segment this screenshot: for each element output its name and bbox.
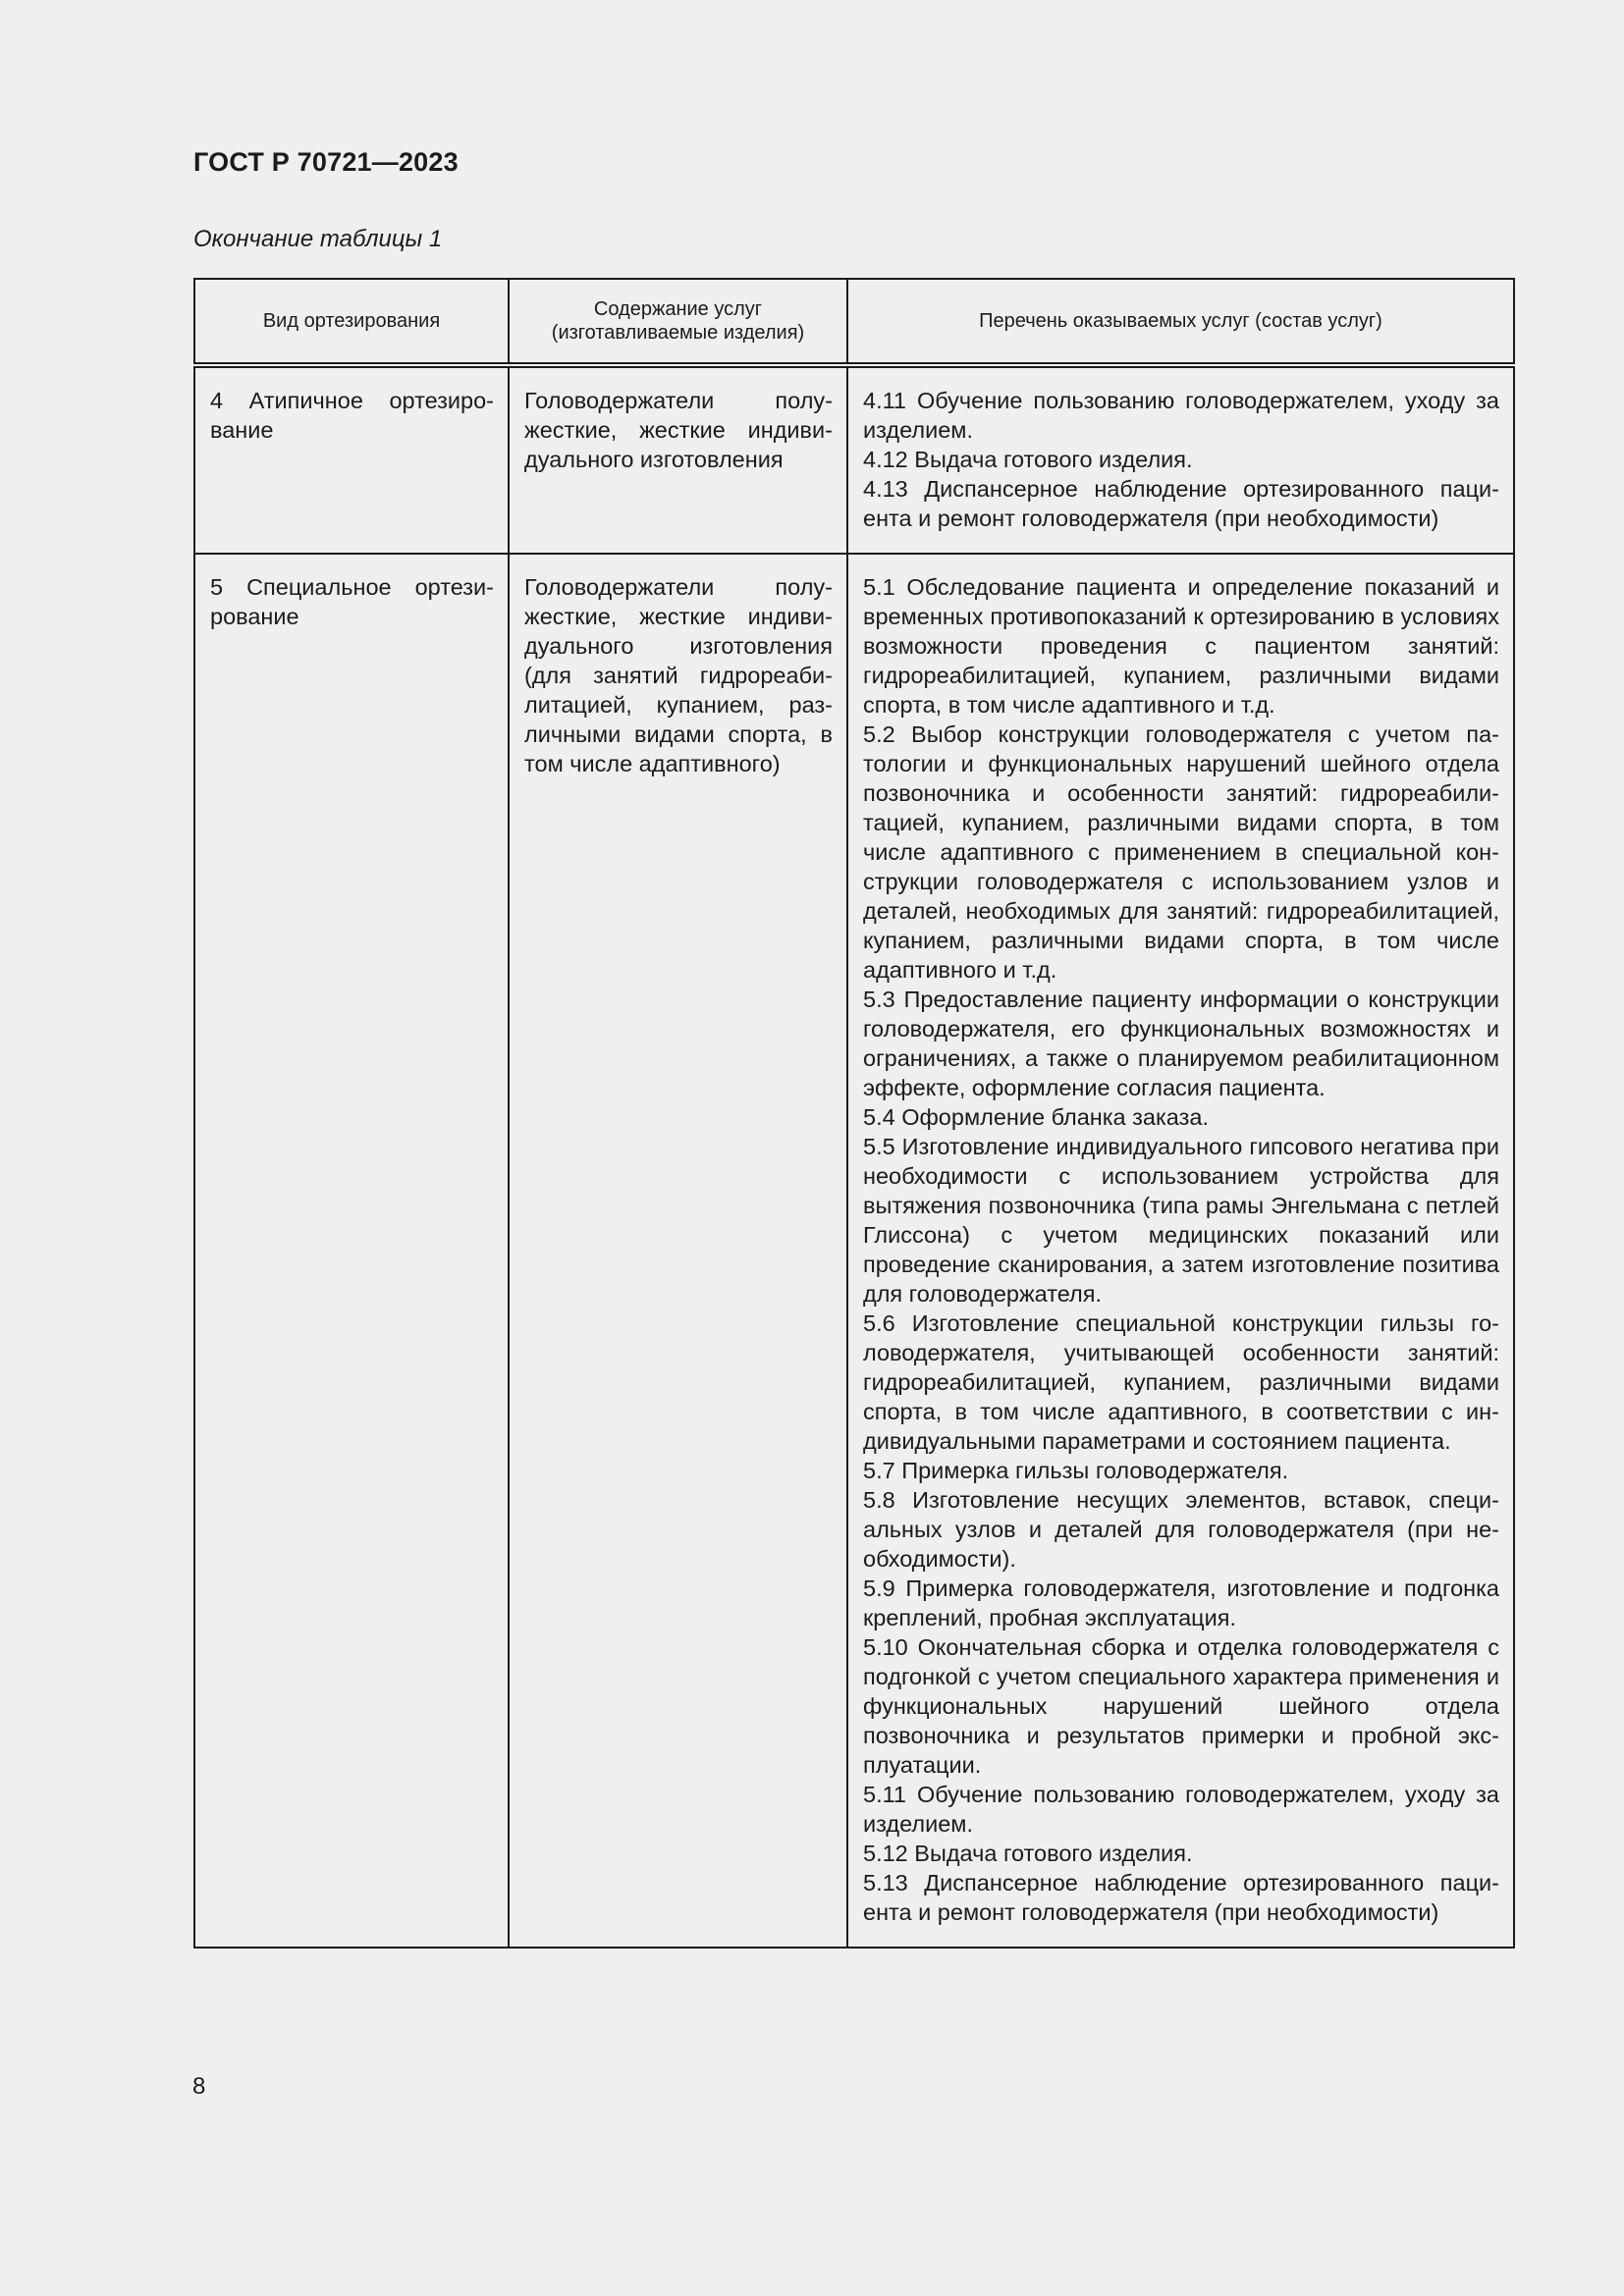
products-text: Головодержатели полужесткие, жесткие индивидуального изготовления (для занятий гидрореабилитацией, купанием, различными видами спорта, в том числе адаптивного)	[524, 574, 833, 776]
service-item: 4.11 Обучение пользованию головодержателем, уходу за изделием.	[863, 388, 1499, 443]
service-item: 5.4 Оформление бланка заказа.	[863, 1104, 1209, 1130]
table-cell-products	[509, 365, 847, 554]
table-cell-type	[194, 554, 509, 1948]
service-item: 4.13 Диспансерное наблюдение ортезированного пациента и ремонт головодержателя (при необходимости)	[863, 476, 1499, 531]
column-header-products: Содержание услуг (изготавливаемые изделия)	[509, 279, 847, 365]
service-item: 4.12 Выдача готового изделия.	[863, 447, 1193, 472]
service-item: 5.9 Примерка головодержателя, изготовление и подгонка креплений, пробная эксплуатация.	[863, 1575, 1499, 1630]
type-text: 5 Специальное ортезирование	[210, 574, 494, 629]
service-item: 5.13 Диспансерное наблюдение ортезированного пациента и ремонт головодержателя (при необходимости)	[863, 1870, 1499, 1925]
service-item: 5.11 Обучение пользованию головодержателем, уходу за изделием.	[863, 1782, 1499, 1837]
table-header-row	[194, 279, 1514, 365]
service-item: 5.5 Изготовление индивидуального гипсового негатива при необходимости с использованием устройства для вытяжения позвоночника (типа рамы Энгельмана с петлей Глиссона) с учетом медицинских показаний или проведение сканирования, а затем изготовление позитива для головодержателя.	[863, 1134, 1499, 1307]
table-row	[194, 554, 1514, 1948]
services-table	[193, 278, 1515, 1949]
document-header: ГОСТ Р 70721—2023	[193, 147, 459, 177]
column-header-type: Вид ортезирования	[194, 279, 509, 365]
table-cell-products	[509, 554, 847, 1948]
type-text: 4 Атипичное ортезирование	[210, 388, 494, 443]
service-item: 5.10 Окончательная сборка и отделка головодержателя с подгонкой с учетом специального характера применения и функциональных нарушений шейного отдела позвоночника и результатов примерки и пробной эксплуатации.	[863, 1634, 1499, 1778]
page-number: 8	[192, 2073, 206, 2100]
service-item: 5.8 Изготовление несущих элементов, вставок, специальных узлов и деталей для головодержателя (при необходимости).	[863, 1487, 1499, 1572]
service-item: 5.6 Изготовление специальной конструкции гильзы головодержателя, учитывающей особенности занятий: гидрореабилитацией, купанием, различными видами спорта, в том числе адаптивного, в соответствии с индивидуальными параметрами и состоянием пациента.	[863, 1310, 1499, 1454]
products-text: Головодержатели полужесткие, жесткие индивидуального изготовления	[524, 388, 833, 472]
service-item: 5.3 Предоставление пациенту информации о конструкции головодержателя, его функциональных возможностях и ограничениях, а также о планируемом реабилитационном эффекте, оформление согласия пациента.	[863, 987, 1499, 1100]
service-item: 5.2 Выбор конструкции головодержателя с учетом патологии и функциональных нарушений шейного отдела позвоночника и особенности занятий: гидрореабилитацией, купанием, различными видами спорта, в том числе адаптивного с применением в специальной конструкции головодержателя с использованием узлов и деталей, необходимых для занятий: гидрореабилитацией, купанием, различными видами спорта, в том числе адаптивного и т.д.	[863, 721, 1499, 983]
service-item: 5.12 Выдача готового изделия.	[863, 1841, 1193, 1866]
column-header-services: Перечень оказываемых услуг (состав услуг)	[847, 279, 1514, 365]
table-cell-type	[194, 365, 509, 554]
service-item: 5.1 Обследование пациента и определение показаний и временных противопоказаний к ортезированию в условиях возможности проведения с пациентом занятий: гидрореабилитацией, купанием, различными видами спорта, в том числе адаптивного и т.д.	[863, 574, 1499, 718]
table-cell-services	[847, 554, 1514, 1948]
table-row	[194, 365, 1514, 554]
table-cell-services	[847, 365, 1514, 554]
service-item: 5.7 Примерка гильзы головодержателя.	[863, 1458, 1289, 1483]
table-caption: Окончание таблицы 1	[193, 226, 443, 252]
